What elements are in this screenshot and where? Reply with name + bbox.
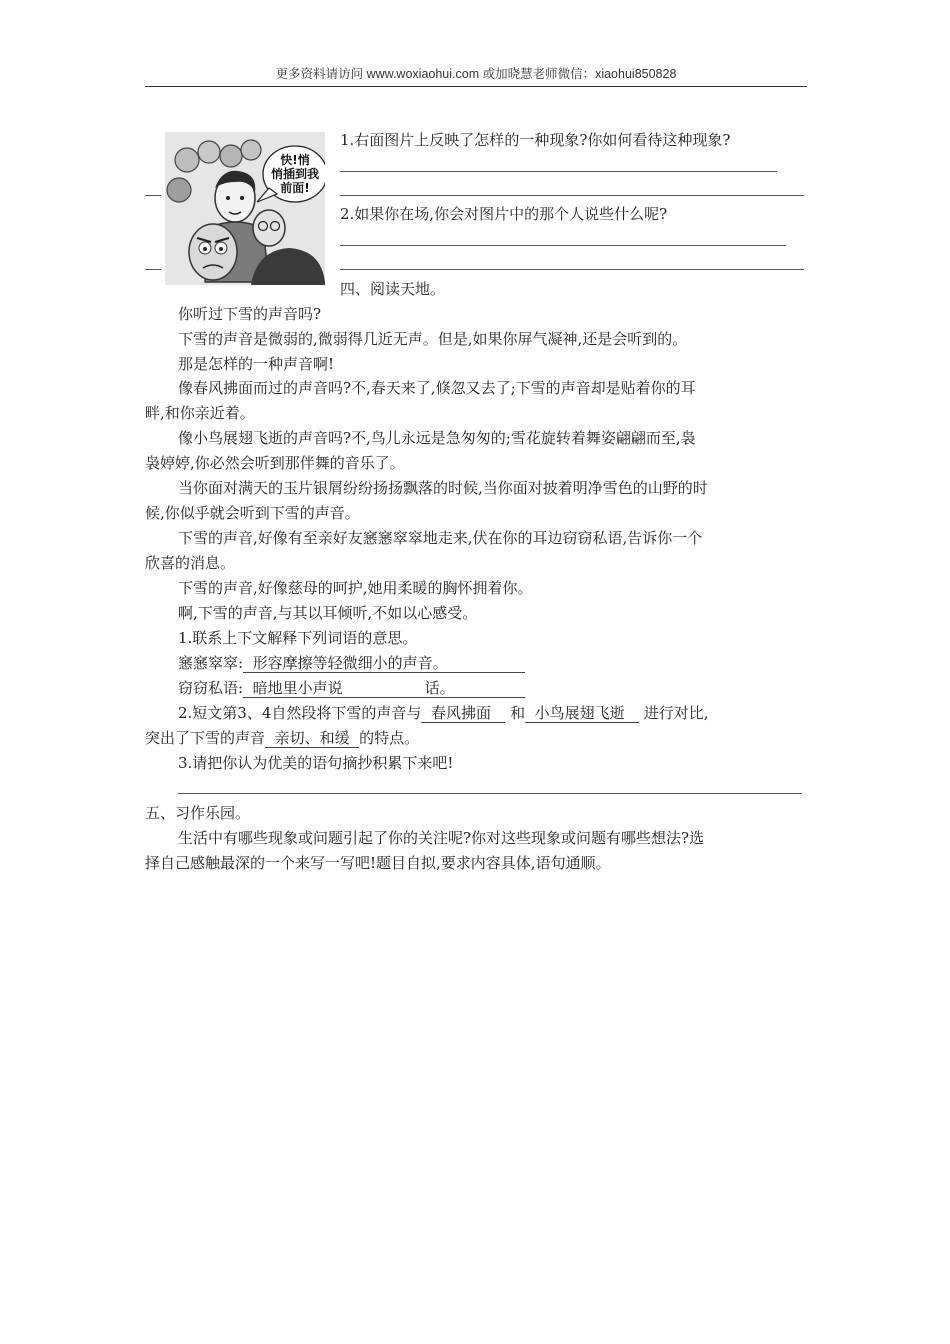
question-2-text-b: 进行对比, — [643, 704, 709, 722]
question-3: 3.请把你认为优美的语句摘抄积累下来吧! — [178, 754, 454, 772]
blank-3[interactable] — [265, 730, 359, 748]
passage-line: 下雪的声音,好像慈母的呵护,她用柔暖的胸怀拥着你。 — [178, 579, 533, 597]
answer-line[interactable] — [340, 245, 786, 246]
answer-1: 形容摩擦等轻微细小的声音。 — [252, 654, 448, 672]
term-1: 窸窸窣窣: — [178, 654, 244, 672]
writing-prompt-line-1: 生活中有哪些现象或问题引起了你的关注呢?你对这些现象或问题有哪些想法?选 — [178, 829, 705, 847]
passage-line: 欣喜的消息。 — [145, 554, 236, 572]
term-2-row — [178, 678, 525, 698]
passage-line: 你听过下雪的声音吗? — [178, 305, 322, 323]
passage-line: 当你面对满天的玉片银屑纷纷扬扬飘落的时候,当你面对披着明净雪色的山野的时 — [178, 479, 708, 497]
passage-line: 畔,和你亲近着。 — [145, 404, 255, 422]
question-2-text-d: 的特点。 — [359, 729, 420, 747]
bubble-line-1: 快!悄 — [280, 153, 310, 167]
passage-line: 下雪的声音是微弱的,微弱得几近无声。但是,如果你屏气凝神,还是会听到的。 — [178, 330, 688, 348]
page-header: 更多资料请访问 www.woxiaohui.com 或加晓慧老师微信：xiaohui850828 — [275, 67, 677, 81]
blank-2[interactable] — [525, 705, 639, 723]
question-2-row-2 — [145, 728, 419, 748]
header-divider — [145, 86, 807, 87]
answer-line[interactable] — [145, 269, 161, 270]
term-2: 窃窃私语: — [178, 679, 244, 697]
blank-3-answer: 亲切、和缓 — [274, 729, 350, 747]
blank-1-answer: 春风拂面 — [430, 704, 491, 722]
answer-line[interactable] — [178, 793, 802, 794]
passage-line: 下雪的声音,好像有至亲好友窸窸窣窣地走来,伏在你的耳边窃窃私语,告诉你一个 — [178, 529, 703, 547]
picture-question-1: 1.右面图片上反映了怎样的一种现象?你如何看待这种现象? — [340, 131, 731, 149]
section-5-heading: 五、习作乐园。 — [145, 804, 251, 822]
answer-line[interactable] — [340, 171, 777, 172]
section-4-heading: 四、阅读天地。 — [340, 280, 446, 298]
picture-question-2: 2.如果你在场,你会对图片中的那个人说些什么呢? — [340, 205, 668, 223]
question-1-title: 1.联系上下文解释下列词语的意思。 — [178, 629, 418, 647]
passage-line: 像小鸟展翅飞逝的声音吗?不,鸟儿永远是急匆匆的;雪花旋转着舞姿翩翩而至,袅 — [178, 429, 696, 447]
blank-1[interactable] — [421, 705, 505, 723]
answer-line[interactable] — [340, 195, 804, 196]
writing-prompt-line-2: 择自己感触最深的一个来写一写吧!题目自拟,要求内容具体,语句通顺。 — [145, 854, 611, 872]
passage-line: 像春风拂面而过的声音吗?不,春天来了,倏忽又去了;下雪的声音却是贴着你的耳 — [178, 379, 696, 397]
term-1-row — [178, 653, 525, 673]
question-2-row — [178, 703, 709, 723]
answer-2-field[interactable] — [243, 680, 525, 698]
answer-line[interactable] — [145, 195, 161, 196]
question-2-text-c: 突出了下雪的声音 — [145, 729, 266, 747]
answer-2-part-1: 暗地里小声说 — [252, 679, 343, 697]
queue-cutting-cartoon — [165, 132, 325, 285]
answer-line[interactable] — [340, 269, 804, 270]
bubble-line-2: 悄插到我 — [270, 167, 320, 181]
passage-line: 啊,下雪的声音,与其以耳倾听,不如以心感受。 — [178, 604, 478, 622]
blank-2-answer: 小鸟展翅飞逝 — [534, 704, 625, 722]
passage-line: 那是怎样的一种声音啊! — [178, 355, 335, 373]
passage-line: 候,你似乎就会听到下雪的声音。 — [145, 504, 360, 522]
question-2-and: 和 — [510, 704, 526, 722]
question-2-text-a: 2.短文第3、4自然段将下雪的声音与 — [178, 704, 422, 722]
bubble-line-3: 前面! — [280, 181, 310, 195]
answer-2-part-2: 话。 — [424, 679, 455, 697]
answer-1-field[interactable] — [243, 655, 525, 673]
passage-line: 袅婷婷,你必然会听到那伴舞的音乐了。 — [145, 454, 405, 472]
